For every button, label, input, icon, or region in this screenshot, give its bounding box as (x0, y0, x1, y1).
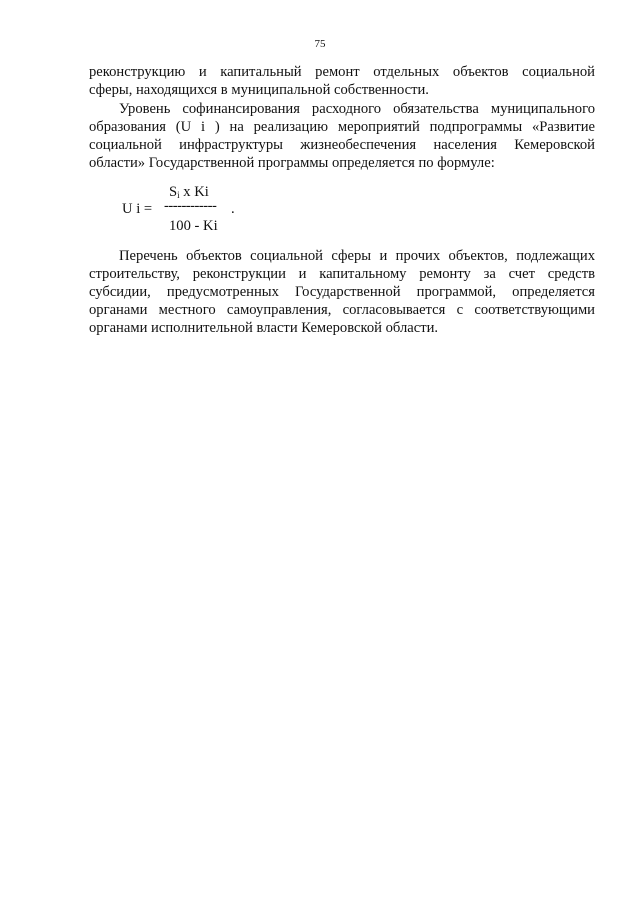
paragraph-line: образования (U i ) на реализацию мероприятий подпрограммы «Развитие (89, 119, 595, 135)
formula-numerator-rest: x Ki (179, 184, 209, 200)
paragraph-line: области» Государственной программы определяется по формуле: (89, 155, 495, 171)
paragraph-line: реконструкцию и капитальный ремонт отдельных объектов социальной (89, 64, 595, 80)
paragraph-continuation (89, 63, 595, 99)
formula-numerator-s: S (169, 184, 178, 200)
paragraph-line: органами местного самоуправления, согласовывается с соответствующими (89, 302, 595, 318)
formula-lhs: U i = (122, 201, 153, 217)
paragraph-line: сферы, находящихся в муниципальной собственности. (89, 82, 429, 98)
formula-numerator-subscript: i (177, 190, 180, 200)
page-number: 75 (314, 38, 326, 50)
paragraph-line: социальной инфраструктуры жизнеобеспечения населения Кемеровской (89, 137, 595, 153)
formula-period: . (231, 201, 235, 217)
paragraph-line: субсидии, предусмотренных Государственной программой, определяется (89, 284, 595, 300)
paragraph-cofinancing-level (89, 100, 595, 172)
paragraph-line: органами исполнительной власти Кемеровской области. (89, 320, 439, 336)
paragraph-line: Уровень софинансирования расходного обязательства муниципального (119, 101, 595, 117)
formula-numerator (169, 184, 209, 201)
paragraph-line: Перечень объектов социальной сферы и прочих объектов, подлежащих (119, 248, 595, 264)
paragraph-line: строительству, реконструкции и капитальному ремонту за счет средств (89, 266, 595, 282)
formula-denominator: 100 - Ki (169, 218, 218, 234)
paragraph-object-list (89, 247, 595, 337)
formula-fraction-bar: ------------ (164, 198, 217, 214)
